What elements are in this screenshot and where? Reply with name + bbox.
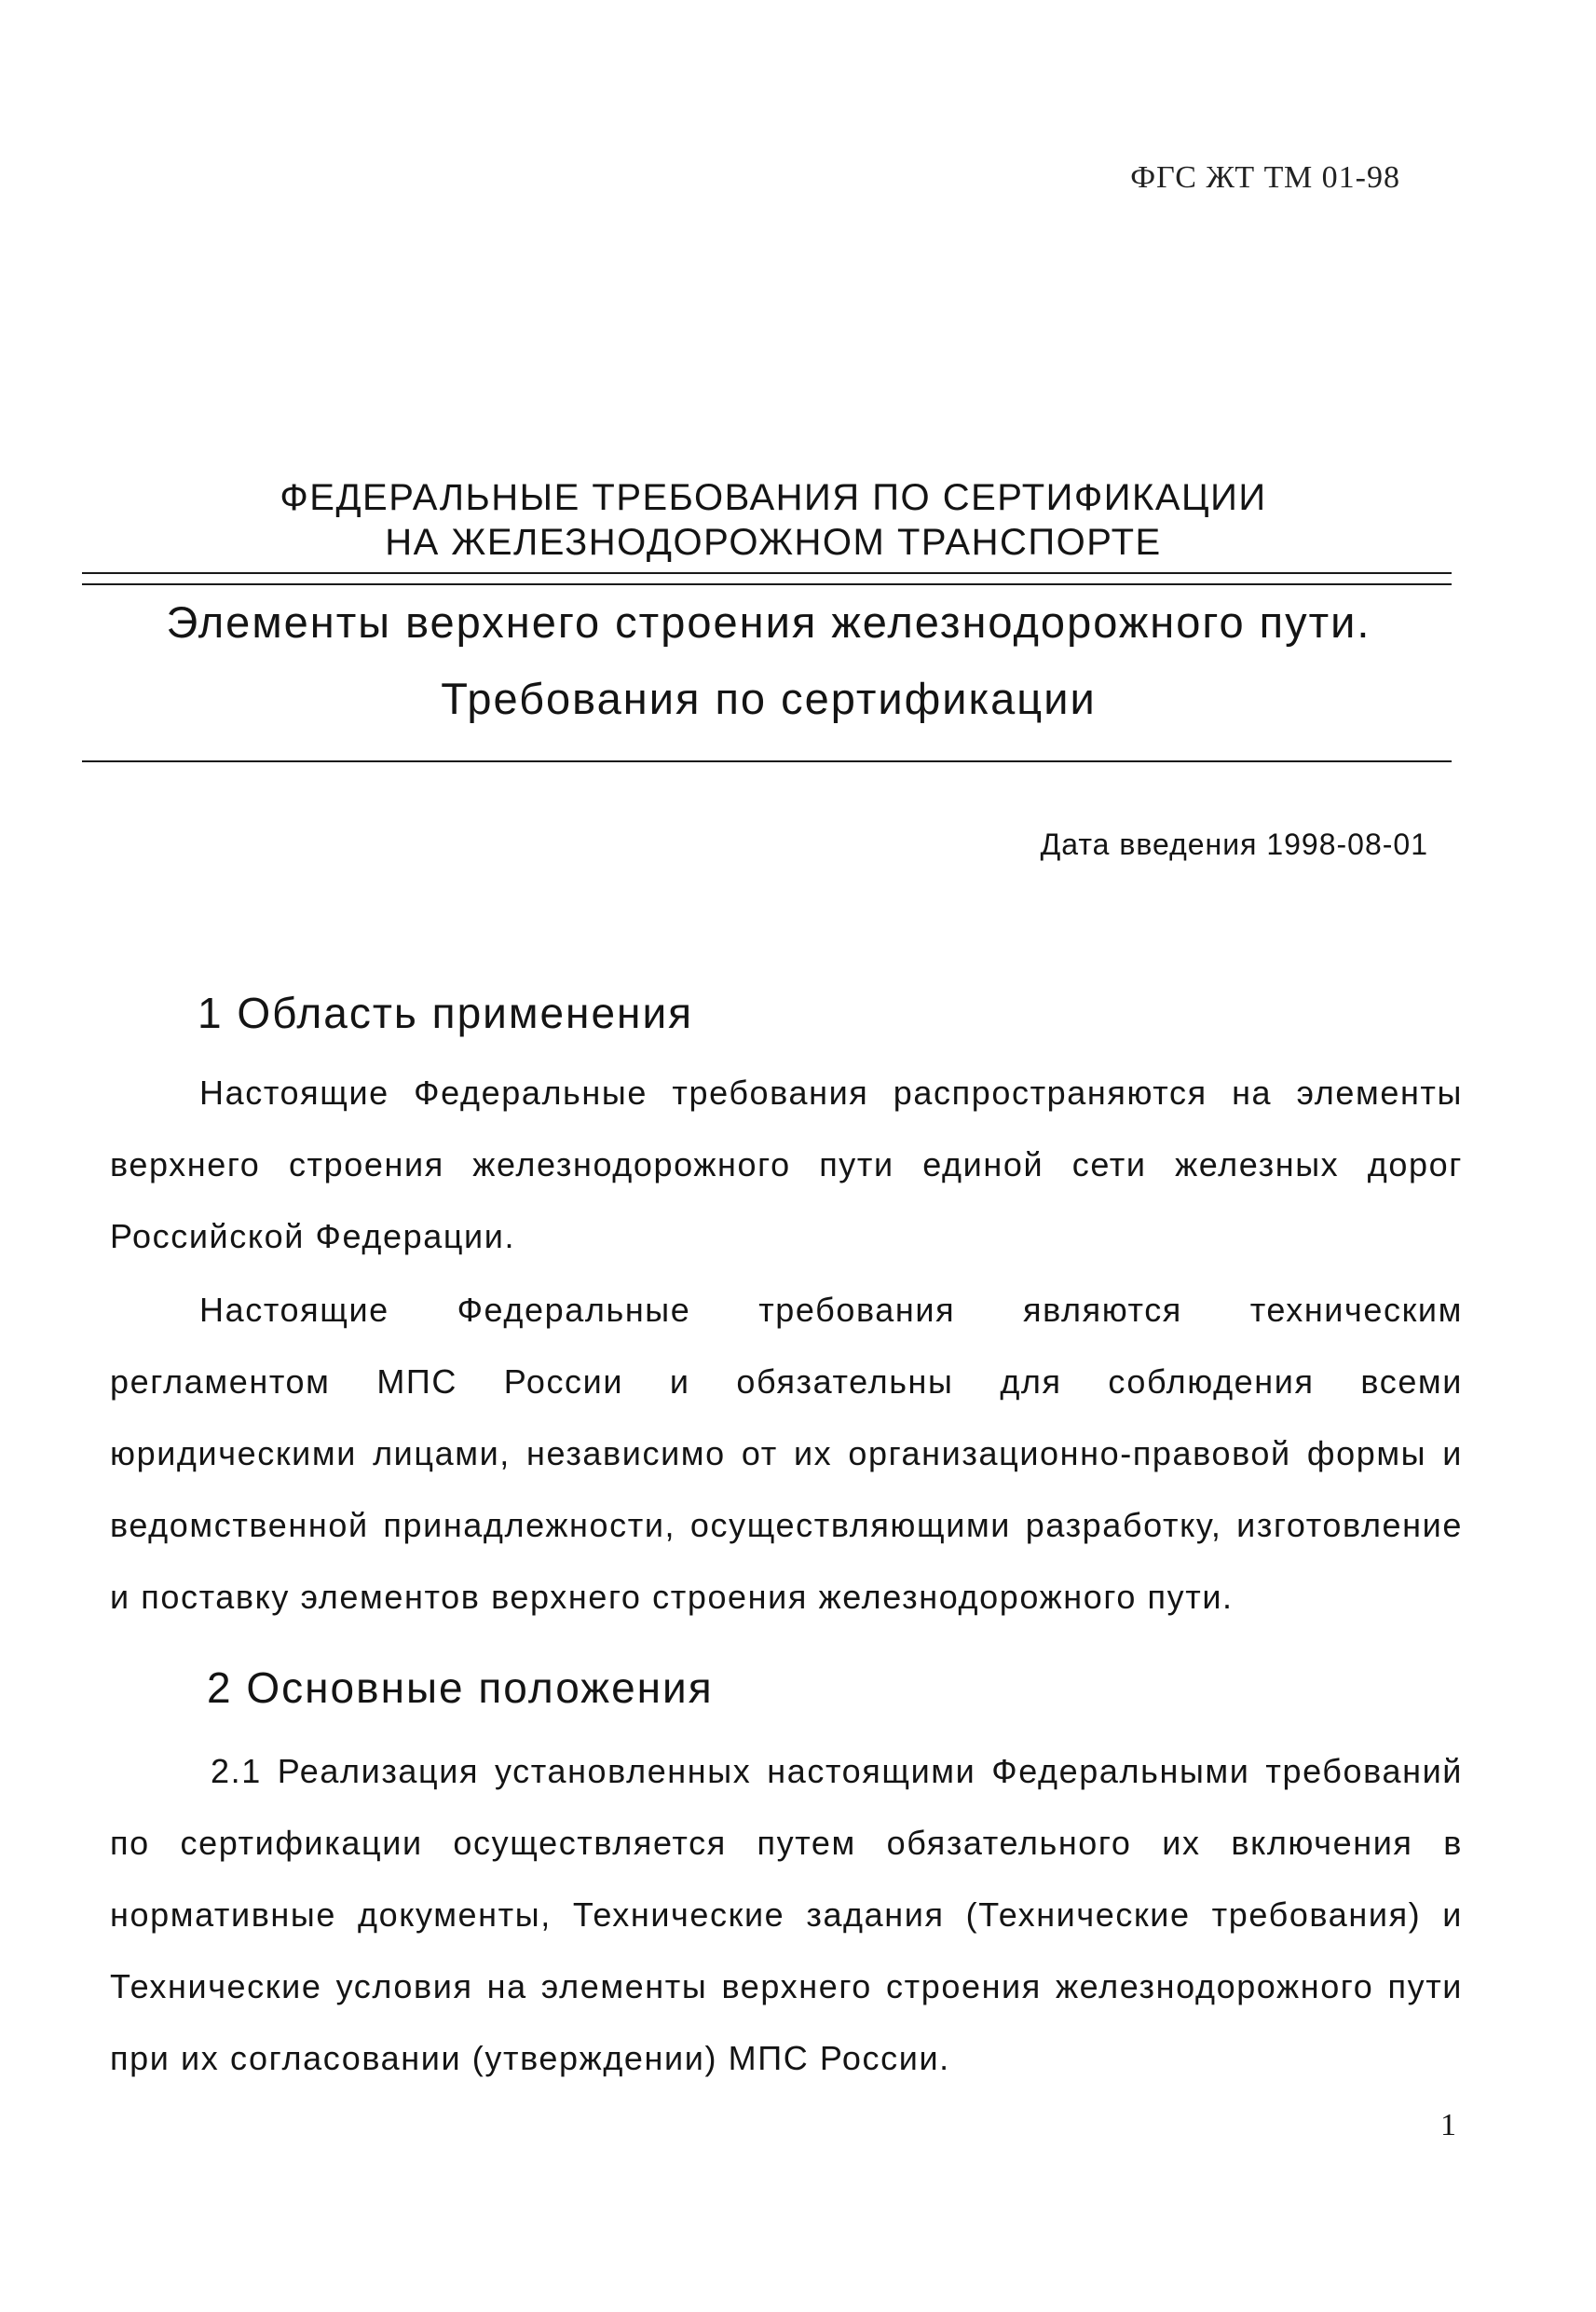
document-code: ФГС ЖТ ТМ 01-98 <box>1130 160 1400 195</box>
title-underline-rule <box>82 760 1452 762</box>
double-rule-bottom <box>82 583 1452 585</box>
section-heading-provisions: 2 Основные положения <box>207 1663 714 1712</box>
introduction-date: Дата введения 1998-08-01 <box>1040 828 1428 861</box>
paragraph-scope-1: Настоящие Федеральные требования распространяются на элементы верхнего строения железнодорожного пути единой сети железных дорог Российской Федерации. <box>110 1074 1463 1255</box>
document-title-line-2: Требования по сертификации <box>441 674 1097 723</box>
section-heading-scope: 1 Область применения <box>198 989 694 1037</box>
paragraph-provisions-2-1: 2.1 Реализация установленных настоящими Федеральными требований по сертификации осуществляется путем обязательного их включения в нормативные документы, Технические задания (Технические требования) и Технические условия на элементы верхнего строения железнодорожного пути при их согласовании (утверждении) МПС России. <box>110 1752 1463 2077</box>
paragraph-scope-2: Настоящие Федеральные требования являются техническим регламентом МПС России и обязательны для соблюдения всеми юридическими лицами, независимо от их организационно-правовой формы и ведомственной принадлежности, осуществляющими разработку, изготовление и поставку элементов верхнего строения железнодорожного пути. <box>110 1291 1463 1616</box>
page-number: 1 <box>1440 2108 1456 2142</box>
document-title-line-1: Элементы верхнего строения железнодорожного пути. <box>166 597 1371 647</box>
double-rule-top <box>82 572 1452 574</box>
agency-title-line-1: ФЕДЕРАЛЬНЫЕ ТРЕБОВАНИЯ ПО СЕРТИФИКАЦИИ <box>280 477 1267 518</box>
agency-title-line-2: НА ЖЕЛЕЗНОДОРОЖНОМ ТРАНСПОРТЕ <box>385 522 1162 563</box>
